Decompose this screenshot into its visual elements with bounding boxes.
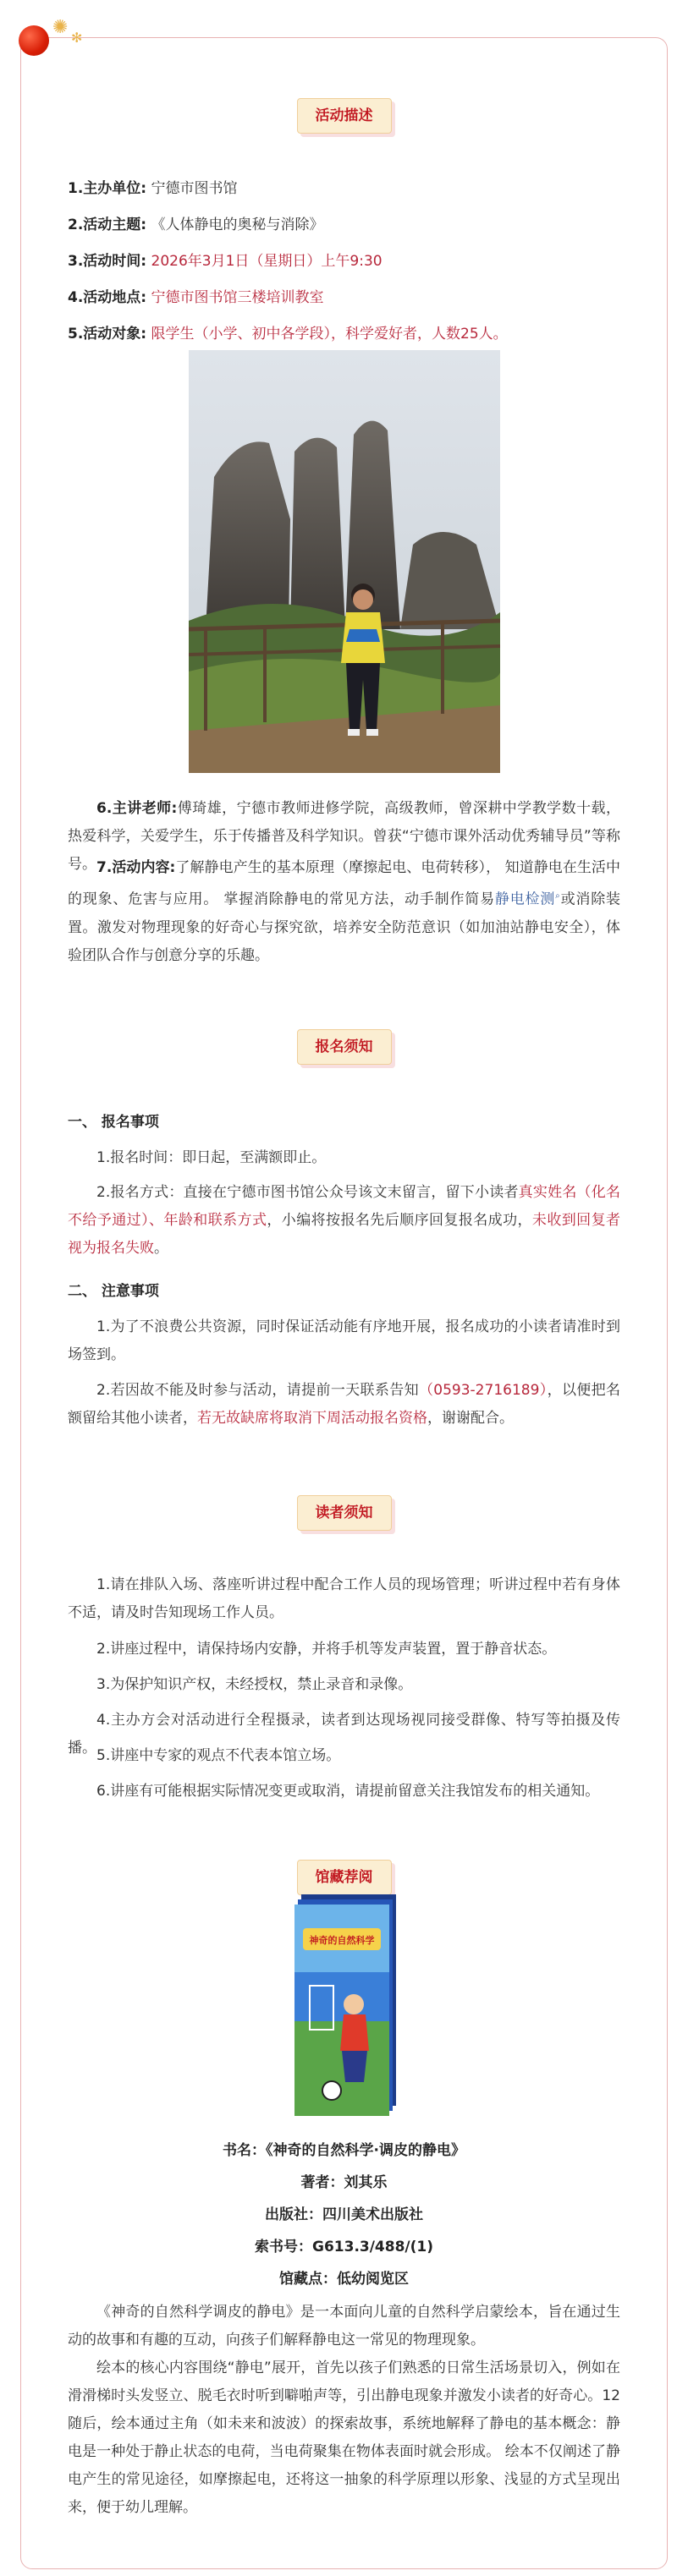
- static-detector-link[interactable]: 静电检测: [494, 891, 556, 908]
- reader-rule-2: 2.讲座过程中，请保持场内安静，并将手机等发声装置，置于静音状态。: [96, 1641, 557, 1658]
- book-cover: [294, 1894, 396, 2116]
- section-title-activity: 活动描述: [297, 98, 392, 134]
- info-row-organizer: 1.主办单位: 宁德市图书馆: [68, 180, 238, 197]
- section-title-books: 馆藏荐阅: [297, 1860, 392, 1895]
- book-publisher: 出版社：四川美术出版社: [265, 2206, 423, 2223]
- reader-rule-5: 5.讲座中专家的观点不代表本馆立场。: [96, 1747, 341, 1764]
- reader-rule-1: 1.请在排队入场、落座听讲过程中配合工作人员的现场管理；听讲过程中若有身体不适，请及时告知现场工作人员。: [68, 1576, 620, 1621]
- book-author: 著者：刘其乐: [300, 2174, 388, 2191]
- notice-2: 2.若因故不能及时参与活动，请提前一天联系告知（0593-2716189），以便把名额留给其他小读者，若无故缺席将取消下周活动报名资格，谢谢配合。: [68, 1382, 621, 1427]
- notice-1: 1.为了不浪费公共资源，同时保证活动能有序地开展，报名成功的小读者请准时到场签到。: [68, 1318, 620, 1363]
- reader-rule-3: 3.为保护知识产权，未经授权，禁止录音和录像。: [96, 1676, 413, 1693]
- signup-heading-1: 一、 报名事项: [68, 1114, 159, 1131]
- info-row-theme: 2.活动主题: 《人体静电的奥秘与消除》: [68, 216, 324, 233]
- section-title-signup: 报名须知: [297, 1029, 392, 1065]
- content-paragraph: 7.活动内容:了解静电产生的基本原理（摩擦起电、电荷转移）， 知道静电在生活中的现象、危害与应用。 掌握消除静电的常见方法，动手制作简易静电检测⌕或消除装置。激发对物理现象的好奇心与探究欲，培养安全防范意识（如加油站静电安全），体验团队合作与创意分享的乐趣。: [68, 859, 621, 964]
- book-description-2: 绘本的核心内容围绕“静电”展开，首先以孩子们熟悉的日常生活场景切入，例如在滑滑梯时头发竖立、脱毛衣时听到噼啪声等，引出静电现象并激发小读者的好奇心。12随后，绘本通过主角（如未来和波波）的探索故事，系统地解释了静电的基本概念：静电是一种处于静止状态的电荷，当电荷聚集在物体表面时就会形成。 绘本不仅阐述了静电产生的常见途径，如摩擦起电，还将这一抽象的科学原理以形象、浅显的方式呈现出来，便于幼儿理解。: [68, 2360, 620, 2516]
- reader-rule-6: 6.讲座有可能根据实际情况变更或取消，请提前留意关注我馆发布的相关通知。: [96, 1783, 600, 1800]
- svg-text:神奇的自然科学: 神奇的自然科学: [309, 1935, 375, 1946]
- sparkle-icon: ✻: [71, 30, 83, 46]
- info-row-time: 3.活动时间: 2026年3月1日（星期日）上午9:30: [68, 253, 383, 270]
- signup-method: 2.报名方式：直接在宁德市图书馆公众号该文末留言，留下小读者真实姓名（化名不给予通过）、年龄和联系方式，小编将按报名先后顺序回复报名成功，未收到回复者视为报名失败。: [68, 1184, 621, 1257]
- decorative-ball-icon: [19, 25, 49, 56]
- sparkle-icon: ✺: [52, 17, 69, 38]
- speaker-photo: [189, 350, 500, 773]
- signup-time: 1.报名时间：即日起，至满额即止。: [96, 1149, 327, 1166]
- section-title-reader: 读者须知: [297, 1495, 392, 1531]
- mountain-photo-icon: [189, 350, 500, 773]
- book-description-1: 《神奇的自然科学调皮的静电》是一本面向儿童的自然科学启蒙绘本，旨在通过生动的故事和有趣的互动，向孩子们解释静电这一常见的物理现象。: [68, 2304, 620, 2349]
- book-call-number: 索书号：G613.3/488/(1): [255, 2239, 433, 2255]
- search-icon: ⌕: [555, 891, 560, 901]
- speaker-paragraph: 6.主讲老师:傅琦雄，宁德市教师进修学院，高级教师，曾深耕中学教学数十载，热爱科学，关爱学生，乐于传播普及科学知识。曾获“宁德市课外活动优秀辅导员”等称号。: [68, 800, 620, 873]
- book-stack-icon: [294, 1894, 396, 2116]
- info-row-audience: 5.活动对象: 限学生（小学、初中各学段），科学爱好者，人数25人。: [68, 326, 508, 343]
- book-title: 书名：《神奇的自然科学·调皮的静电》: [223, 2142, 465, 2159]
- info-row-place: 4.活动地点: 宁德市图书馆三楼培训教室: [68, 289, 324, 306]
- signup-heading-2: 二、 注意事项: [68, 1283, 159, 1300]
- book-location: 馆藏点：低幼阅览区: [279, 2271, 409, 2288]
- reader-rule-4: 4.主办方会对活动进行全程摄录，读者到达现场视同接受群像、特写等拍摄及传播。: [68, 1712, 620, 1757]
